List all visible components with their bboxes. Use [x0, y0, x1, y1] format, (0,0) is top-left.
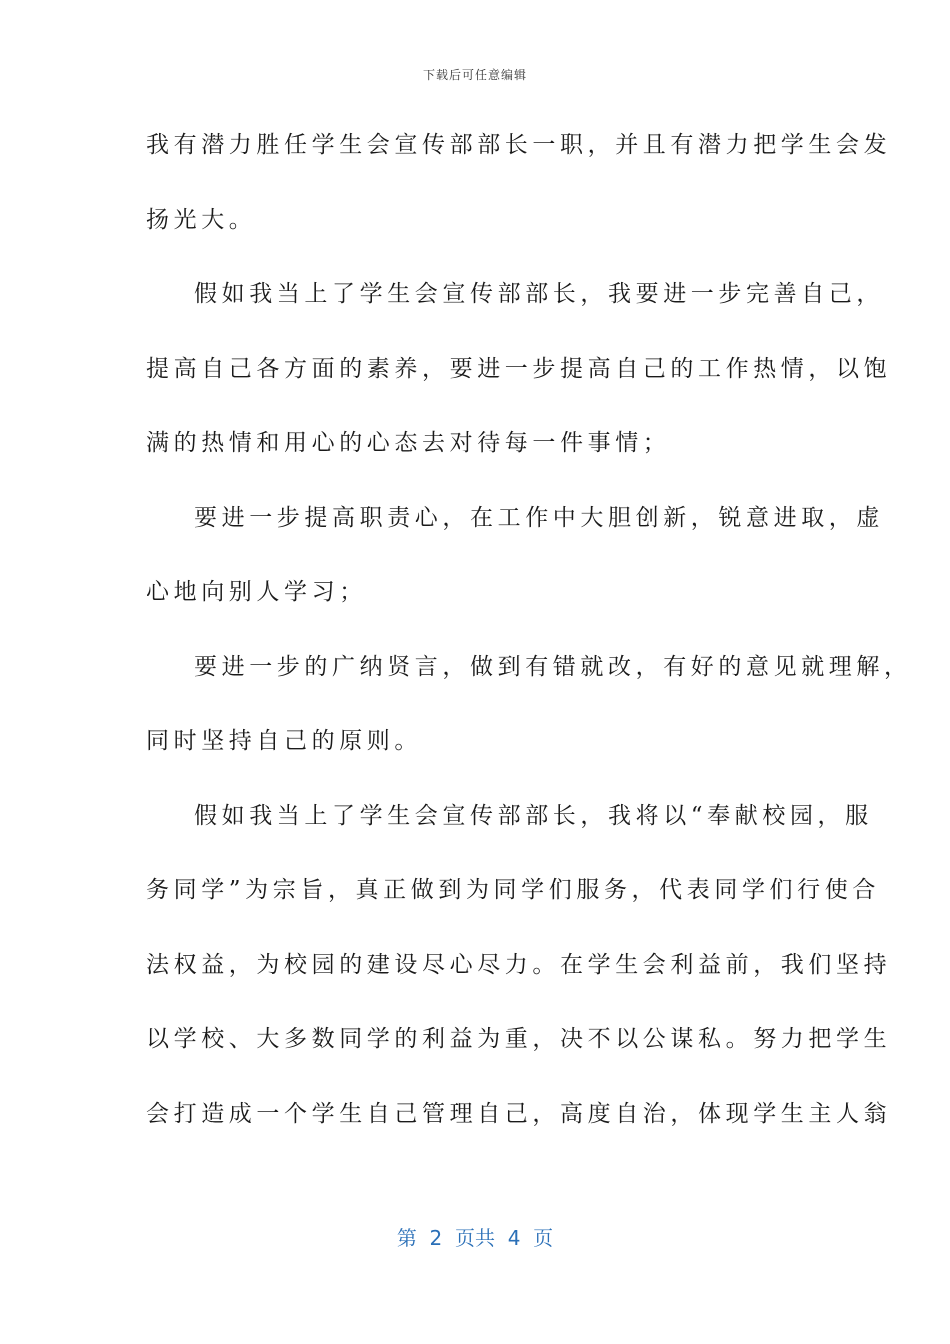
text-line: 扬光大。	[146, 206, 257, 233]
text-line: 假如我当上了学生会宣传部部长，我要进一步完善自己，	[194, 281, 884, 307]
text-line: 同时坚持自己的原则。	[146, 728, 422, 754]
text-line: 会打造成一个学生自己管理自己，高度自治，体现学生主人翁	[146, 1100, 892, 1127]
text-line: 要进一步的广纳贤言，做到有错就改，有好的意见就理解，	[194, 653, 912, 680]
text-line: 假如我当上了学生会宣传部部长，我将以“奉献校园，服	[194, 802, 873, 829]
text-line: 要进一步提高职责心，在工作中大胆创新，锐意进取，虚	[194, 504, 884, 531]
header-note: 下载后可任意编辑	[422, 68, 527, 82]
text-line: 务同学”为宗旨，真正做到为同学们服务，代表同学们行使合	[146, 877, 880, 903]
text-line: 法权益，为校园的建设尽心尽力。在学生会利益前，我们坚持	[146, 951, 892, 978]
text-line: 我有潜力胜任学生会宣传部部长一职，并且有潜力把学生会发	[146, 132, 892, 158]
text-line: 满的热情和用心的心态去对待每一件事情；	[146, 430, 671, 456]
page-number-footer: 第 2 页共 4 页	[396, 1226, 554, 1250]
text-line: 提高自己各方面的素养，要进一步提高自己的工作热情，以饱	[146, 355, 892, 382]
text-line: 以学校、大多数同学的利益为重，决不以公谋私。努力把学生	[146, 1026, 892, 1052]
text-line: 心地向别人学习；	[146, 579, 367, 605]
body-text	[146, 114, 912, 1157]
